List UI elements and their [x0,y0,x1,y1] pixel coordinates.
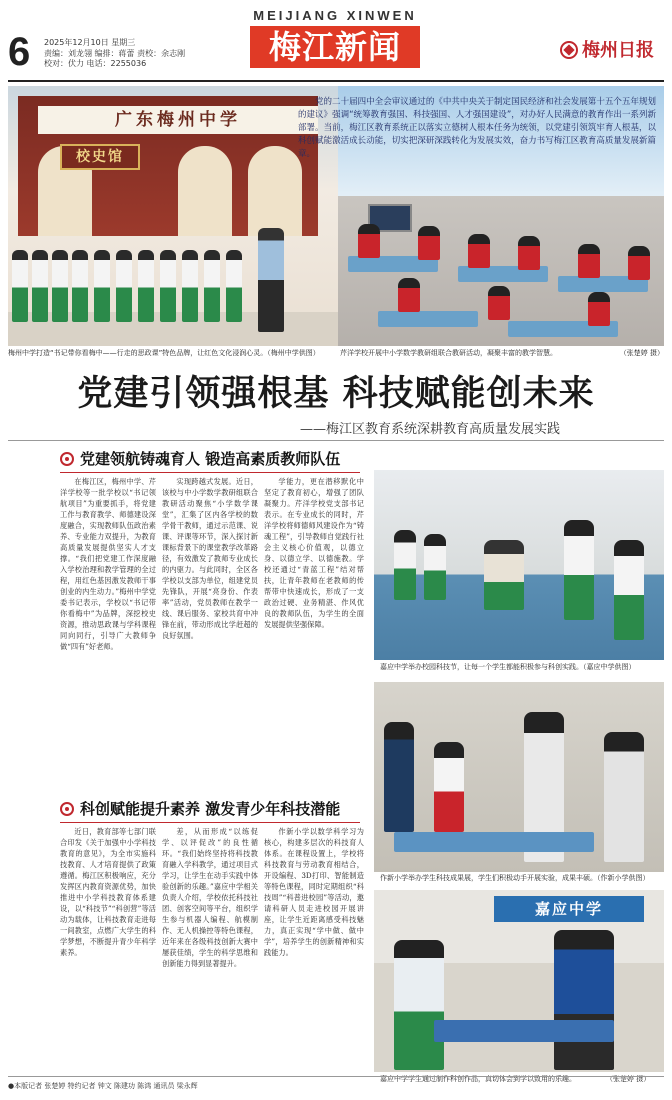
section-heading-text: 科创赋能提升素养 激发青少年科技潜能 [80,800,341,818]
section-heading-text: 党建领航铸魂育人 锻造高素质教师队伍 [80,450,341,468]
student-figure [52,250,68,322]
student-figure [116,250,132,322]
article-column [60,476,156,792]
student-figure [32,250,48,322]
sub-headline: ——梅江区教育系统深耕教育高质量发展实践 [300,422,561,437]
student-figure [418,226,440,260]
student-figure [358,224,380,258]
section-heading-party [60,448,360,468]
caption-photo-1: 嘉应中学举办校园科技节，让每一个学生都能积极参与科创实践。（嘉应中学供图） [380,663,636,671]
student-figure [398,278,420,312]
section-title: 梅江新闻 [250,26,420,68]
top-photo-band [8,86,664,346]
student-figure [578,244,600,278]
student-figure [204,250,220,322]
school-sign: 嘉应中学 [494,896,644,922]
article-column [162,476,258,792]
byline-footer: ●本版记者 张楚婷 特约记者 钟文 陈建功 陈鸿 通讯员 梁永辉 [8,1076,664,1091]
student-group [12,242,262,322]
caption-photo-2: 作新小学举办学生科技成果展，学生们积极动手开展实验，成果丰硕。（作新小学供图） [380,874,650,882]
student-figure [518,236,540,270]
student-figure [138,250,154,322]
paper-seal-icon [560,41,578,59]
masthead [0,0,672,84]
article-paragraph: 近日，教育部等七部门联合印发《关于加强中小学科技教育的意见》，为全市实施科技教育、人才培育提供了政策遵循。梅江区积极响应，充分发挥区内教育资源优势，加快推进中小学科技教育体系建设，以“科技节”“科创营”等活动为载体，让科技教育走进每一间教室，点燃广大学生的科学梦想，不断提升青少年科学素养。 [60,827,156,957]
desk [378,311,478,327]
paper-name: 梅州日报 [582,40,654,61]
student-figure [468,234,490,268]
article-column [264,476,364,792]
section-bullet-icon [60,802,74,816]
museum-sign: 校史馆 [60,144,140,170]
student-figure [614,540,644,640]
student-figure [226,250,242,322]
masthead-divider [8,80,664,82]
student-figure [434,742,464,832]
photo-zuoxin-lab [374,682,664,872]
caption-photo-3: 嘉应中学学生通过制作科创作品，真切体会到学以致用的乐趣。 [380,1075,576,1083]
lead-paragraph: 党的二十届四中全会审议通过的《中共中央关于制定国民经济和社会发展第十五个五年规划的建议》强调“统筹教育强国、科技强国、人才强国建设”，对办好人民满意的教育作出一系列新部署。当前，梅江区教育系统正以落实立德树人根本任务为统领，以党建引领筑牢育人根基，以科创赋能激活成长动能，切实把深研深践转化为发展实效，奋力书写梅江区教育高质量发展新篇章。 [298,97,656,159]
caption-top-left: 梅州中学打造“书记带你看梅中——行走的思政课”特色品牌，让红色文化浸润心灵。（梅州中学供图） [8,349,320,357]
student-figure [160,250,176,322]
building-sign: 广东梅州中学 [38,106,318,134]
photo-meizhou-school [8,86,338,346]
student-figure [484,540,524,610]
article-column [264,826,364,1070]
article-paragraph: 实现跨越式发展。近日，该校与中小学数学教研组联合教研活动聚焦“小学数学课堂”，汇集了区内各学校的数学骨干教师，通过示范课、说课、评课等环节，深入探讨新课标背景下的课堂教学改革路径，有效激发了教师专业成长的内驱力。与此同时，全区各学校以支部为单位，组建党员先锋队，开展“亮身份、作表率”活动，党员教师在教学一线、课后服务、家校共育中冲锋在前，带动形成比学赶超的良好氛围。 [162,477,258,640]
student-figure [72,250,88,322]
student-figure [94,250,110,322]
student-figure [488,286,510,320]
lab-table [394,832,594,852]
caption-top-right: 芹洋学校开展中小学数学教研组联合教研活动，凝聚丰富的教学智慧。 [340,349,557,357]
masthead-meta [44,38,185,70]
section-pinyin: MEIJIANG XINWEN [253,8,417,23]
page-number: 6 [8,30,31,74]
student-figure [394,940,444,1070]
student-figure [588,292,610,326]
building-arch [248,146,302,236]
student-figure [604,732,644,862]
section-heading-science [60,798,360,818]
photo-jiaying-craft [374,890,664,1072]
student-figure [394,530,416,600]
teacher-figure [258,228,284,332]
article-paragraph: 学能力，更在潜移默化中坚定了教育初心，增强了团队凝聚力。芹洋学校党支部书记表示。在专业成长的同时，芹洋学校将师德师风建设作为“铸魂工程”，引导教师自觉践行社会主义核心价值观，以德立身、以德立学、以德施教。学校还通过“青蓝工程”结对帮扶，让青年教师在老教师的传帮带中快速成长，形成了一支政治过硬、业务精湛、作风优良的教师队伍，为学生的全面发展提供坚强保障。 [264,477,364,629]
article-paragraph: 差，从而形成“以练促学、以评促改”的良性循环。“我们始终坚持将科技教育融入学科教学，通过项目式学习，让学生在动手实践中体验创新的乐趣。”嘉应中学相关负责人介绍，学校依托科技社团、创客空间等平台，组织学生参与机器人编程、航模制作、无人机操控等特色课程，近年来在各级科技创新大赛中屡获佳绩，学生的科学思维和创新能力得到显著提升。 [162,827,258,968]
photo-credit-3: （张楚婷 摄） [606,1075,651,1083]
section-underline [60,472,360,473]
article-paragraph: 在梅江区，梅州中学、芹洋学校等一批学校以“书记领航项目”为重要抓手，将党建工作与教育教学、师德建设深度融合，实现教师队伍政治素养、专业能力双提升，为教育高质量发展提供坚实人才支撑。“我们把党建工作深度融入学校治理和教学管理的全过程，用红色基因激发教师干事创业的内生动力。”梅州中学党委书记表示，学校以“书记带你看梅中”为品牌，深挖校史资源，推动思政课与学科课程同向同行，引导广大教师争做“四有”好老师。 [60,477,156,651]
photo-credit-top: （张楚婷 摄） [619,349,664,357]
student-figure [554,930,614,1070]
headline-divider [8,440,664,441]
section-bullet-icon [60,452,74,466]
student-figure [564,520,594,620]
photo-jiaying-science-fair [374,470,664,660]
student-figure [182,250,198,322]
article-paragraph: 作新小学以数学科学习为核心，构建多层次的科技育人体系。在课程设置上，学校将科技教育与劳动教育相结合，开设编程、3D打印、智能制造等特色课程，同时定期组织“科技周”“科普进校园”等活动，邀请科研人员走进校园开展讲座，让学生近距离感受科技魅力，真正实现“学中做、做中学”，培养学生的创新精神和实践能力。 [264,827,364,957]
building-arch [178,146,232,236]
paper-logo [560,36,654,62]
main-headline: 党建引领强根基 科技赋能创未来 [77,373,595,414]
section-underline [60,822,360,823]
editor-line: 责编：刘龙翎 编排：蒋蕾 责校：余志刚 [44,48,186,58]
student-figure [628,246,650,280]
student-figure [384,722,414,832]
student-figure [424,534,446,600]
article-column [60,826,156,1070]
article-column [162,826,258,1070]
proof-line: 校对：伏力 电话：2255036 [44,59,147,68]
date-line: 2025年12月10日 星期三 [44,38,136,47]
student-figure [12,250,28,322]
craft-table [434,1020,614,1042]
